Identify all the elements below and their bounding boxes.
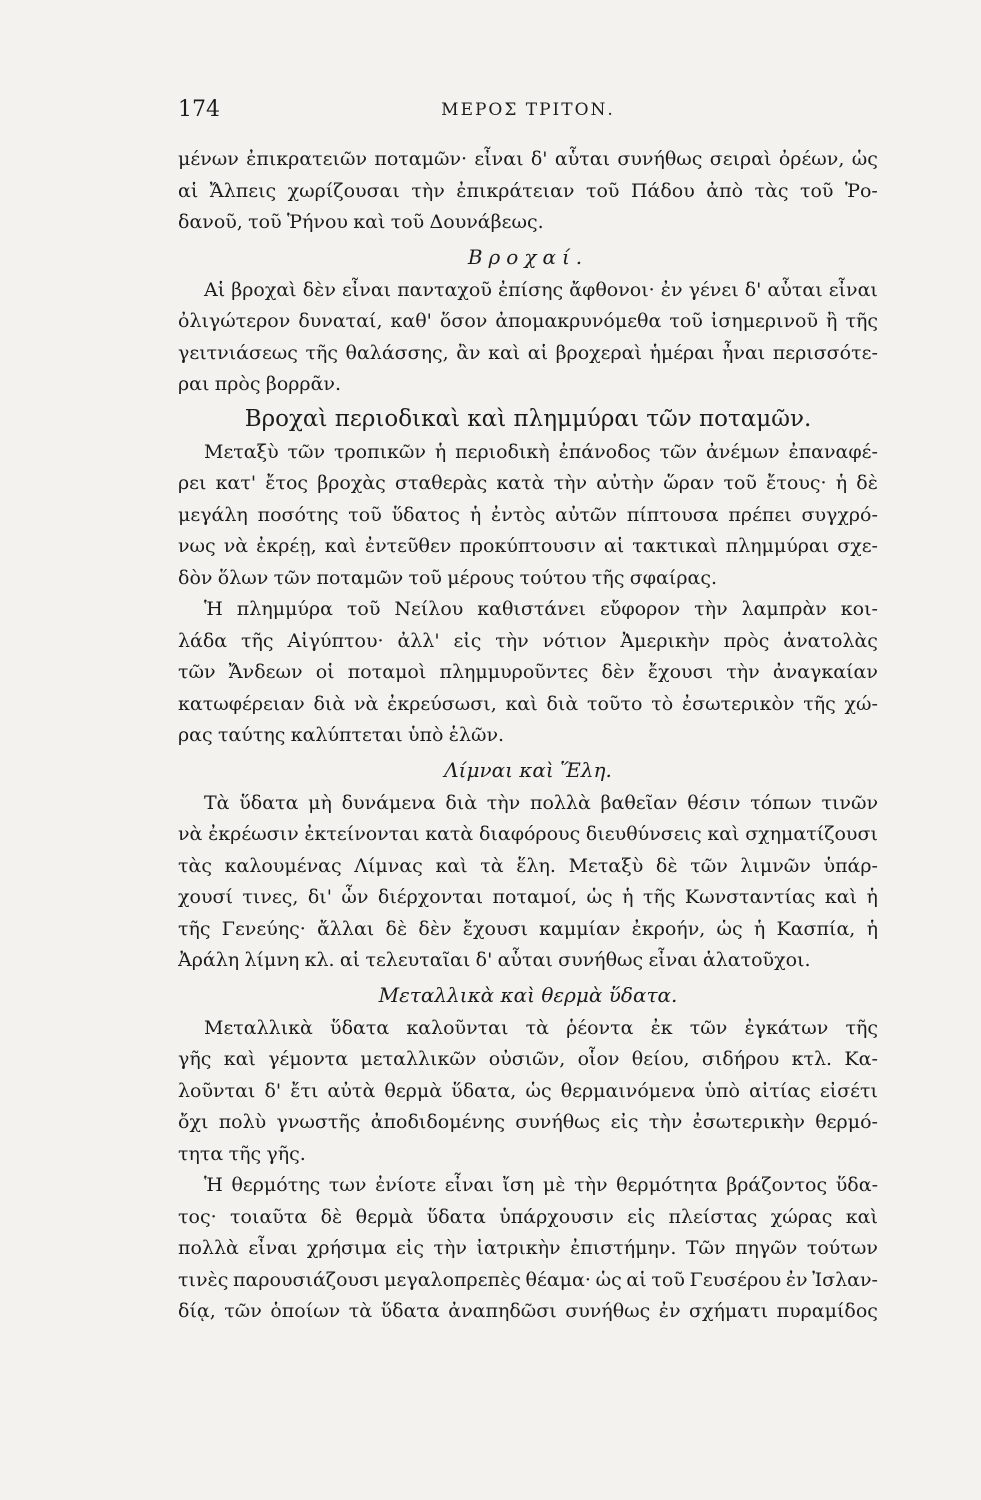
paragraph — [178, 275, 878, 401]
text-line: τητα τῆς γῆς. — [178, 1142, 306, 1165]
text-line: νως νὰ ἐκρέῃ, καὶ ἐντεῦθεν προκύπτουσιν αἱ τακτικαὶ πλημμύραι σχε- — [178, 535, 878, 557]
text-line: τος· τοιαῦτα δὲ θερμὰ ὕδατα ὑπάρχουσιν εἰς πλείστας χώρας καὶ — [178, 1205, 878, 1228]
text-line: Τὰ ὕδατα μὴ δυνάμενα διὰ τὴν πολλὰ βαθεῖαν θέσιν τόπων τινῶν — [204, 791, 878, 814]
text-line: μεγάλη ποσότης τοῦ ὕδατος ἡ ἐντὸς αὐτῶν πίπτουσα πρέπει συγχρό- — [178, 503, 878, 526]
text-line: δανοῦ, τοῦ Ῥήνου καὶ τοῦ Δουνάβεως. — [178, 211, 544, 233]
text-line: λάδα τῆς Αἰγύπτου· ἀλλ' εἰς τὴν νότιον Ἀμερικὴν πρὸς ἀνατολὰς — [178, 629, 878, 652]
text-line: μένων ἐπικρατειῶν ποταμῶν· εἶναι δ' αὗται συνήθως σειραὶ ὀρέων, ὡς — [178, 148, 878, 170]
paragraph — [178, 437, 878, 595]
text-line: αἱ Ἄλπεις χωρίζουσαι τὴν ἐπικράτειαν τοῦ Πάδου ἀπὸ τὰς τοῦ Ῥο- — [178, 179, 878, 202]
text-line: πολλὰ εἶναι χρήσιμα εἰς τὴν ἰατρικὴν ἐπιστήμην. Τῶν πηγῶν τούτων — [178, 1237, 878, 1259]
text-line: δὸν ὅλων τῶν ποταμῶν τοῦ μέρους τούτου τῆς σφαίρας. — [178, 566, 718, 589]
text-line: τινὲς παρουσιάζουσι μεγαλοπρεπὲς θέαμα· ὡς αἱ τοῦ Γευσέρου ἐν Ἰσλαν- — [178, 1268, 878, 1291]
paragraph — [178, 788, 878, 977]
text-line: γειτνιάσεως τῆς θαλάσσης, ἂν καὶ αἱ βροχεραὶ ἡμέραι ἦναι περισσότε- — [178, 341, 878, 364]
section-heading: Λίμναι καὶ Ἕλη. — [444, 757, 612, 782]
running-title: ΜΕΡΟΣ ΤΡΙΤΟΝ. — [441, 100, 615, 120]
paragraph — [178, 1013, 878, 1171]
text-line: χουσί τινες, δι' ὧν διέρχονται ποταμοί, ὡς ἡ τῆς Κωνσταντίας καὶ ἡ — [178, 886, 878, 908]
text-line: τῆς Γενεύης· ἄλλαι δὲ δὲν ἔχουσι καμμίαν ἐκροήν, ὡς ἡ Κασπία, ἡ — [178, 917, 878, 940]
text-line: λοῦνται δ' ἔτι αὐτὰ θερμὰ ὕδατα, ὡς θερμαινόμενα ὑπὸ αἰτίας εἰσέτι — [178, 1079, 878, 1102]
text-line: ὄχι πολὺ γνωστῆς ἀποδιδομένης συνήθως εἰς τὴν ἐσωτερικὴν θερμό- — [178, 1111, 878, 1133]
page-number: 174 — [178, 97, 220, 122]
text-line: Μεταξὺ τῶν τροπικῶν ἡ περιοδικὴ ἐπάνοδος τῶν ἀνέμων ἐπαναφέ- — [204, 440, 878, 463]
text-line: νὰ ἐκρέωσιν ἐκτείνονται κατὰ διαφόρους διευθύνσεις καὶ σχηματίζουσι — [178, 823, 878, 845]
text-line: Μεταλλικὰ ὕδατα καλοῦνται τὰ ῥέοντα ἐκ τῶν ἐγκάτων τῆς — [204, 1016, 878, 1039]
text-line: ρει κατ' ἔτος βροχὰς σταθερὰς κατὰ τὴν αὐτὴν ὥραν τοῦ ἔτους· ἡ δὲ — [178, 472, 878, 494]
text-line: ραι πρὸς βορρᾶν. — [178, 373, 342, 395]
body-text — [178, 144, 878, 1328]
text-line: Ἡ θερμότης των ἐνίοτε εἶναι ἴση μὲ τὴν θερμότητα βράζοντος ὕδα- — [204, 1174, 878, 1196]
text-line: Ἀράλη λίμνη κλ. αἱ τελευταῖαι δ' αὗται συνήθως εἶναι ἁλατοῦχοι. — [178, 949, 811, 971]
paragraph — [178, 1170, 878, 1328]
text-line: γῆς καὶ γέμοντα μεταλλικῶν οὐσιῶν, οἷον θείου, σιδήρου κτλ. Κα- — [178, 1048, 878, 1070]
paragraph — [178, 144, 878, 239]
text-line: ὀλιγώτερον δυναταί, καθ' ὅσον ἀπομακρυνόμεθα τοῦ ἰσημερινοῦ ἢ τῆς — [178, 310, 878, 332]
text-line: Ἡ πλημμύρα τοῦ Νείλου καθιστάνει εὔφορον τὴν λαμπρὰν κοι- — [204, 598, 878, 620]
text-line: κατωφέρειαν διὰ νὰ ἐκρεύσωσι, καὶ διὰ τοῦτο τὸ ἐσωτερικὸν τῆς χώ- — [178, 692, 878, 715]
text-line: τῶν Ἄνδεων οἱ ποταμοὶ πλημμυροῦντες δὲν ἔχουσι τὴν ἀναγκαίαν — [178, 661, 878, 683]
running-head — [178, 97, 878, 127]
paragraph — [178, 594, 878, 752]
section-heading: Βροχαὶ περιοδικαὶ καὶ πλημμύραι τῶν ποταμῶν. — [244, 405, 812, 432]
text-line: Αἱ βροχαὶ δὲν εἶναι πανταχοῦ ἐπίσης ἄφθονοι· ἐν γένει δ' αὗται εἶναι — [204, 278, 878, 301]
text-line: δίᾳ, τῶν ὁποίων τὰ ὕδατα ἀναπηδῶσι συνήθως ἐν σχήματι πυραμίδος — [178, 1300, 878, 1322]
section-heading: Μεταλλικὰ καὶ θερμὰ ὕδατα. — [378, 982, 678, 1007]
section-heading: Βροχαί. — [467, 244, 589, 269]
text-line: ρας ταύτης καλύπτεται ὑπὸ ἑλῶν. — [178, 724, 505, 746]
text-line: τὰς καλουμένας Λίμνας καὶ τὰ ἕλη. Μεταξὺ δὲ τῶν λιμνῶν ὑπάρ- — [178, 854, 878, 877]
